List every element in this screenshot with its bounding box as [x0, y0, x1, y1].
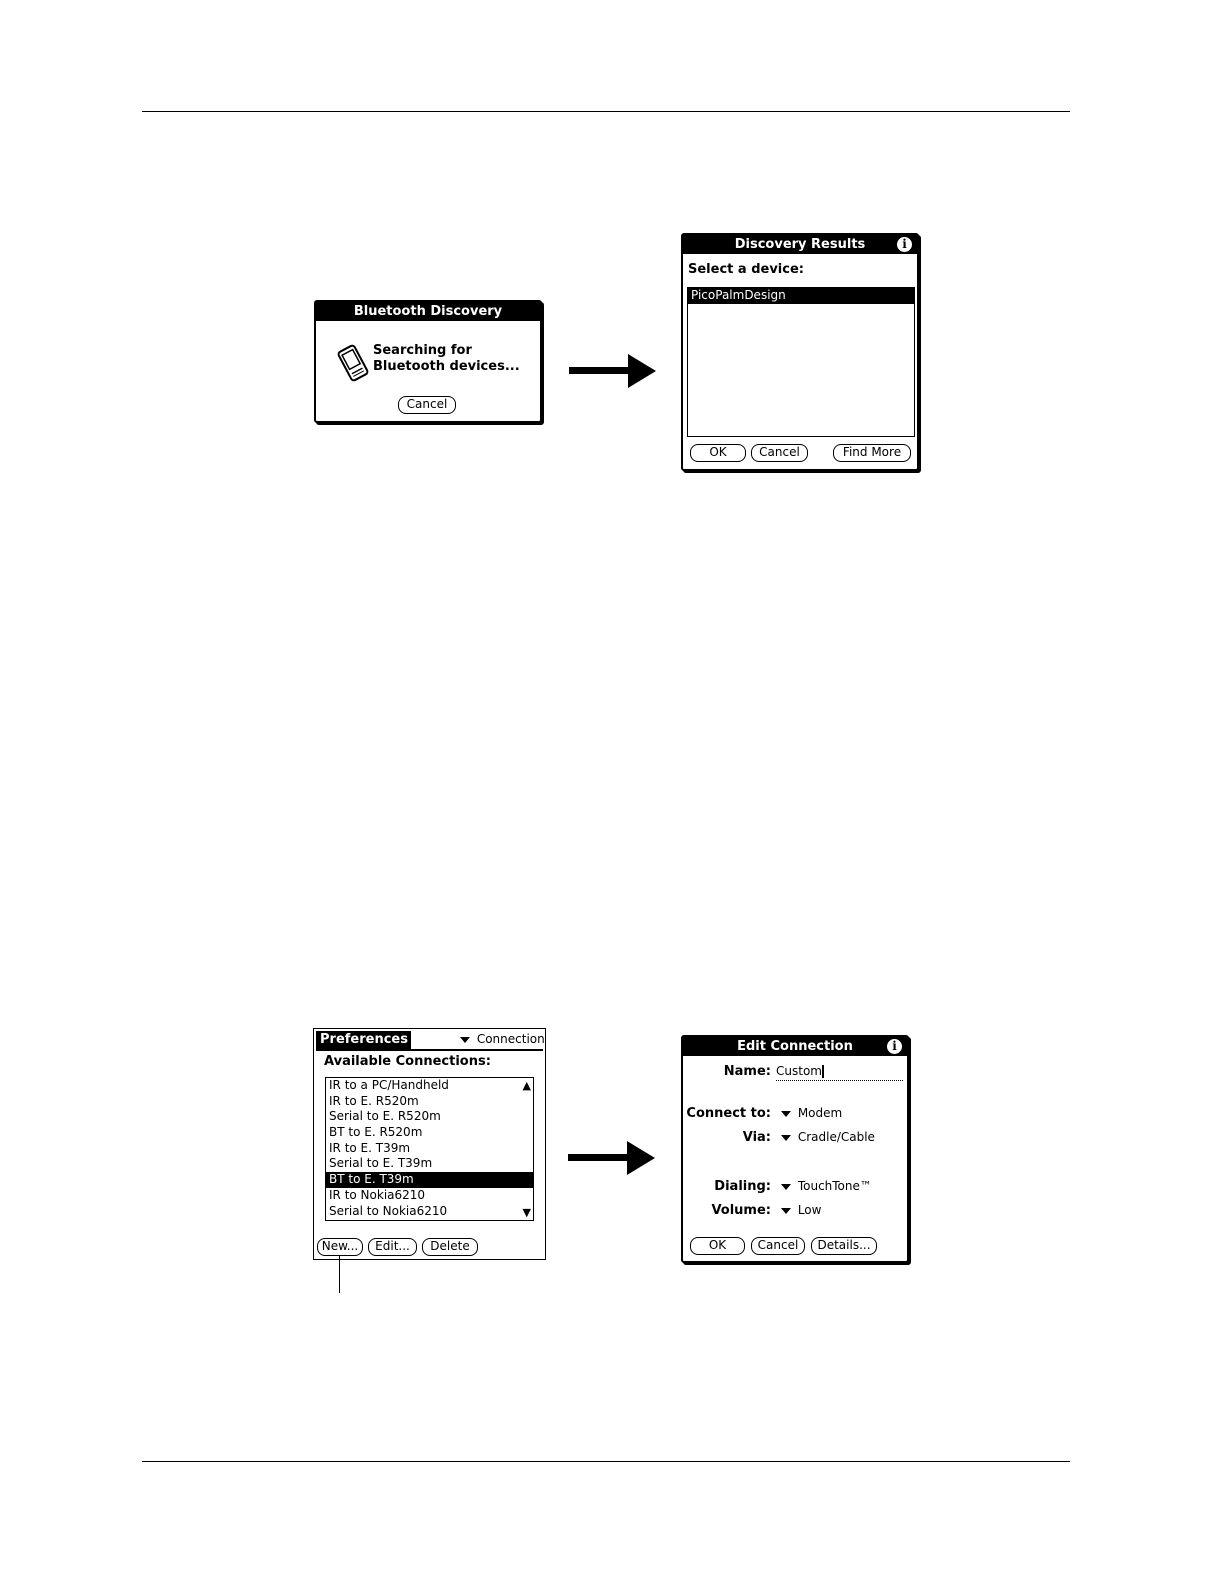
volume-picker[interactable] — [781, 1203, 821, 1218]
searching-message-line2: Bluetooth devices... — [373, 359, 520, 374]
chevron-down-icon — [781, 1208, 791, 1214]
dialog-title-text: Edit Connection — [737, 1039, 853, 1054]
edit-connection-dialog — [681, 1035, 909, 1263]
cancel-button[interactable]: Cancel — [398, 396, 456, 414]
list-item[interactable]: PicoPalmDesign — [688, 288, 914, 304]
list-item[interactable]: Serial to Nokia6210 — [329, 1203, 448, 1218]
delete-button[interactable]: Delete — [422, 1238, 478, 1256]
list-item[interactable]: Serial to E. T39m — [329, 1156, 433, 1171]
via-label: Via: — [742, 1130, 771, 1145]
dialing-value: TouchTone™ — [797, 1179, 872, 1193]
list-item[interactable]: IR to a PC/Handheld — [329, 1078, 449, 1092]
chevron-down-icon — [460, 1037, 470, 1043]
connect-to-picker[interactable] — [781, 1106, 842, 1121]
category-picker[interactable] — [460, 1032, 545, 1047]
preferences-title-tab: Preferences — [316, 1031, 411, 1049]
name-value: Custom — [776, 1064, 822, 1078]
header-rule — [142, 111, 1070, 112]
cancel-button[interactable]: Cancel — [751, 444, 808, 462]
scroll-up-arrow-icon[interactable]: ▲ — [522, 1079, 531, 1092]
edit-button[interactable]: Edit... — [368, 1238, 417, 1256]
handheld-device-icon — [336, 344, 370, 386]
dialing-picker[interactable] — [781, 1179, 872, 1194]
category-label: Connection — [476, 1032, 545, 1046]
ok-button[interactable]: OK — [690, 444, 746, 462]
list-item[interactable]: BT to E. T39m — [326, 1172, 533, 1188]
list-item[interactable]: IR to E. T39m — [329, 1140, 411, 1155]
name-field[interactable] — [776, 1064, 903, 1081]
scroll-down-arrow-icon[interactable]: ▼ — [522, 1206, 531, 1219]
chevron-down-icon — [781, 1135, 791, 1141]
info-icon[interactable]: i — [897, 237, 912, 252]
via-value: Cradle/Cable — [797, 1130, 875, 1144]
dialog-title — [683, 1037, 907, 1056]
list-item[interactable]: IR to Nokia6210 — [329, 1187, 426, 1202]
info-icon[interactable]: i — [887, 1039, 902, 1054]
cancel-button[interactable]: Cancel — [751, 1237, 805, 1255]
ok-button[interactable]: OK — [690, 1237, 745, 1255]
dialing-label: Dialing: — [714, 1179, 771, 1194]
bluetooth-discovery-dialog — [314, 300, 542, 423]
device-list[interactable] — [687, 287, 915, 437]
connect-to-value: Modem — [797, 1106, 843, 1120]
preferences-screen — [313, 1028, 546, 1260]
available-connections-heading: Available Connections: — [324, 1054, 491, 1069]
text-cursor — [822, 1065, 824, 1078]
details-button[interactable]: Details... — [811, 1237, 877, 1255]
select-device-prompt: Select a device: — [688, 262, 804, 277]
via-picker[interactable] — [781, 1130, 875, 1145]
list-item[interactable]: BT to E. R520m — [329, 1125, 423, 1140]
dialog-title — [683, 235, 917, 254]
searching-message-line1: Searching for — [373, 343, 472, 358]
list-item[interactable]: IR to E. R520m — [329, 1093, 419, 1108]
volume-value: Low — [797, 1203, 822, 1217]
connect-to-label: Connect to: — [686, 1106, 771, 1121]
name-label: Name: — [723, 1064, 771, 1079]
callout-line — [339, 1256, 340, 1293]
chevron-down-icon — [781, 1111, 791, 1117]
footer-rule — [142, 1461, 1070, 1462]
chevron-down-icon — [781, 1184, 791, 1190]
discovery-results-dialog — [681, 233, 919, 471]
dialog-title: Bluetooth Discovery — [316, 302, 540, 321]
volume-label: Volume: — [711, 1203, 771, 1218]
title-underline — [316, 1049, 543, 1051]
list-item[interactable]: Serial to E. R520m — [329, 1109, 441, 1124]
dialog-title-text: Discovery Results — [734, 237, 866, 252]
connections-list[interactable] — [325, 1077, 534, 1221]
new-button[interactable]: New... — [317, 1238, 363, 1256]
find-more-button[interactable]: Find More — [833, 444, 911, 462]
